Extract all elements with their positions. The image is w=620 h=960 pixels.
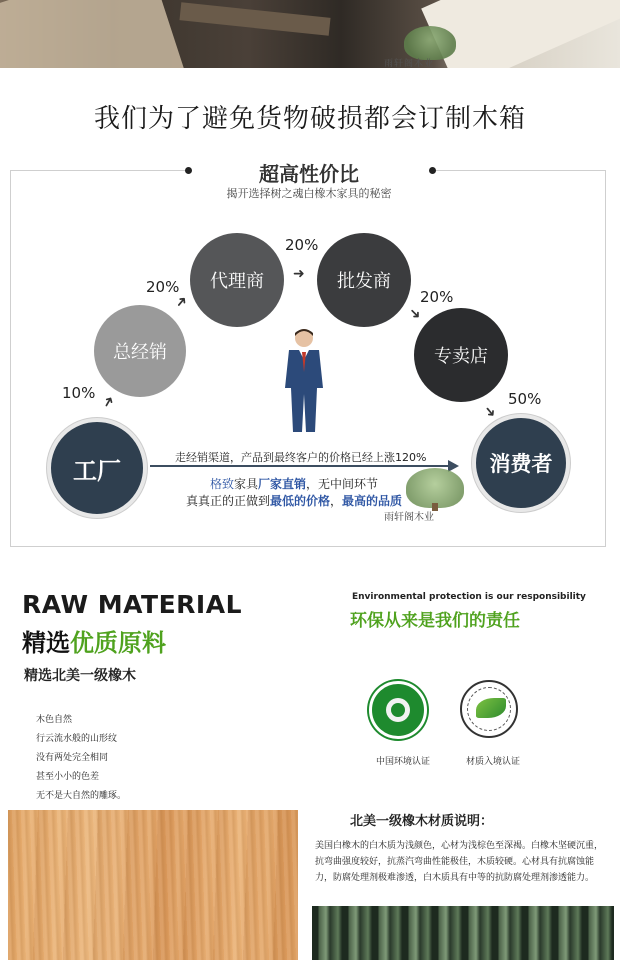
material-description-title: 北美一级橡木材质说明：	[350, 814, 494, 829]
top-photo	[0, 0, 620, 68]
highlight-text: 最高的品质	[342, 494, 403, 508]
badge-caption: 中国环境认证	[376, 757, 431, 767]
highlight-text: 最低的价格	[270, 494, 331, 508]
badge-caption: 材质入境认证	[466, 757, 521, 767]
node-distributor: 总经销	[94, 305, 186, 397]
highlight-text: 厂家直销	[258, 477, 307, 491]
channel-route-text: 走经销渠道，产品到最终客户的价格已经上涨120%	[175, 451, 427, 464]
page-heading: 我们为了避免货物破损都会订制木箱	[93, 104, 526, 134]
feature-line: 没有两处完全相同	[36, 753, 109, 763]
arrow-icon: ➜	[405, 304, 425, 324]
badge-core	[391, 703, 405, 717]
tree-logo-icon	[406, 468, 464, 508]
node-agent: 代理商	[190, 233, 284, 327]
markup-label: 10%	[62, 384, 96, 402]
markup-label: 20%	[285, 236, 319, 254]
text: 精选	[22, 629, 70, 657]
node-factory: 工厂	[47, 418, 147, 518]
text: 家具	[234, 477, 259, 491]
diagram-subtitle: 揭开选择树之魂白橡木家具的秘密	[226, 187, 392, 200]
watermark: 雨轩阁木业	[384, 59, 435, 68]
text: ，	[330, 494, 343, 508]
oak-wood-texture-image	[8, 810, 298, 960]
text: ，无中间环节	[306, 477, 379, 491]
highlight-text: 优质原料	[70, 629, 166, 657]
diagram-title: 超高性价比	[259, 162, 359, 186]
node-store: 专卖店	[414, 308, 508, 402]
direct-sale-line-1	[210, 475, 378, 492]
divider	[10, 170, 186, 171]
arrow-icon: ➜	[171, 292, 192, 312]
env-tagline-en: Environmental protection is our responsibility	[352, 592, 586, 602]
tree-logo-icon	[404, 26, 456, 60]
brand-text: 格致	[210, 477, 235, 491]
feature-line: 无不是大自然的雕琢。	[36, 791, 127, 801]
env-tagline-cn: 环保从来是我们的责任	[350, 611, 520, 631]
markup-label: 20%	[146, 278, 180, 296]
businessman-icon	[281, 328, 327, 434]
node-wholesaler: 批发商	[317, 233, 411, 327]
select-heading	[22, 623, 166, 658]
direct-sale-line-2	[186, 492, 402, 509]
route-arrow-line	[150, 465, 452, 467]
raw-material-title: RAW MATERIAL	[22, 590, 243, 619]
markup-label: 50%	[508, 390, 542, 408]
feature-line: 行云流水般的山形纹	[36, 734, 118, 744]
arrow-icon: ➜	[479, 402, 500, 422]
wood-plank-image	[179, 2, 330, 36]
china-environmental-label-icon	[369, 681, 427, 739]
feature-line: 木色自然	[36, 715, 73, 725]
text: 真真正的正做到	[186, 494, 271, 508]
divider	[432, 170, 606, 171]
material-description: 美国白橡木的白木质为浅颜色，心材为浅棕色至深褐。白橡木坚硬沉重，抗弯曲强度较好，抗蒸汽弯曲性能极佳，木质较硬。心材具有抗腐蚀能力，防腐处理剂极难渗透，白木质具有中等的抗防腐处理剂渗透能力。	[315, 841, 604, 883]
arrow-icon: ➜	[99, 392, 119, 412]
ecolabelling-iso14025-icon	[460, 680, 518, 738]
feature-line: 甚至小小的色差	[36, 772, 100, 782]
material-subtitle: 精选北美一级橡木	[24, 668, 136, 684]
forest-image	[312, 906, 614, 960]
markup-label: 20%	[420, 288, 454, 306]
wood-plank-image	[0, 0, 184, 68]
watermark: 雨轩阁木业	[384, 512, 434, 523]
arrow-icon: ➜	[293, 266, 305, 282]
node-consumer: 消费者	[472, 414, 570, 512]
